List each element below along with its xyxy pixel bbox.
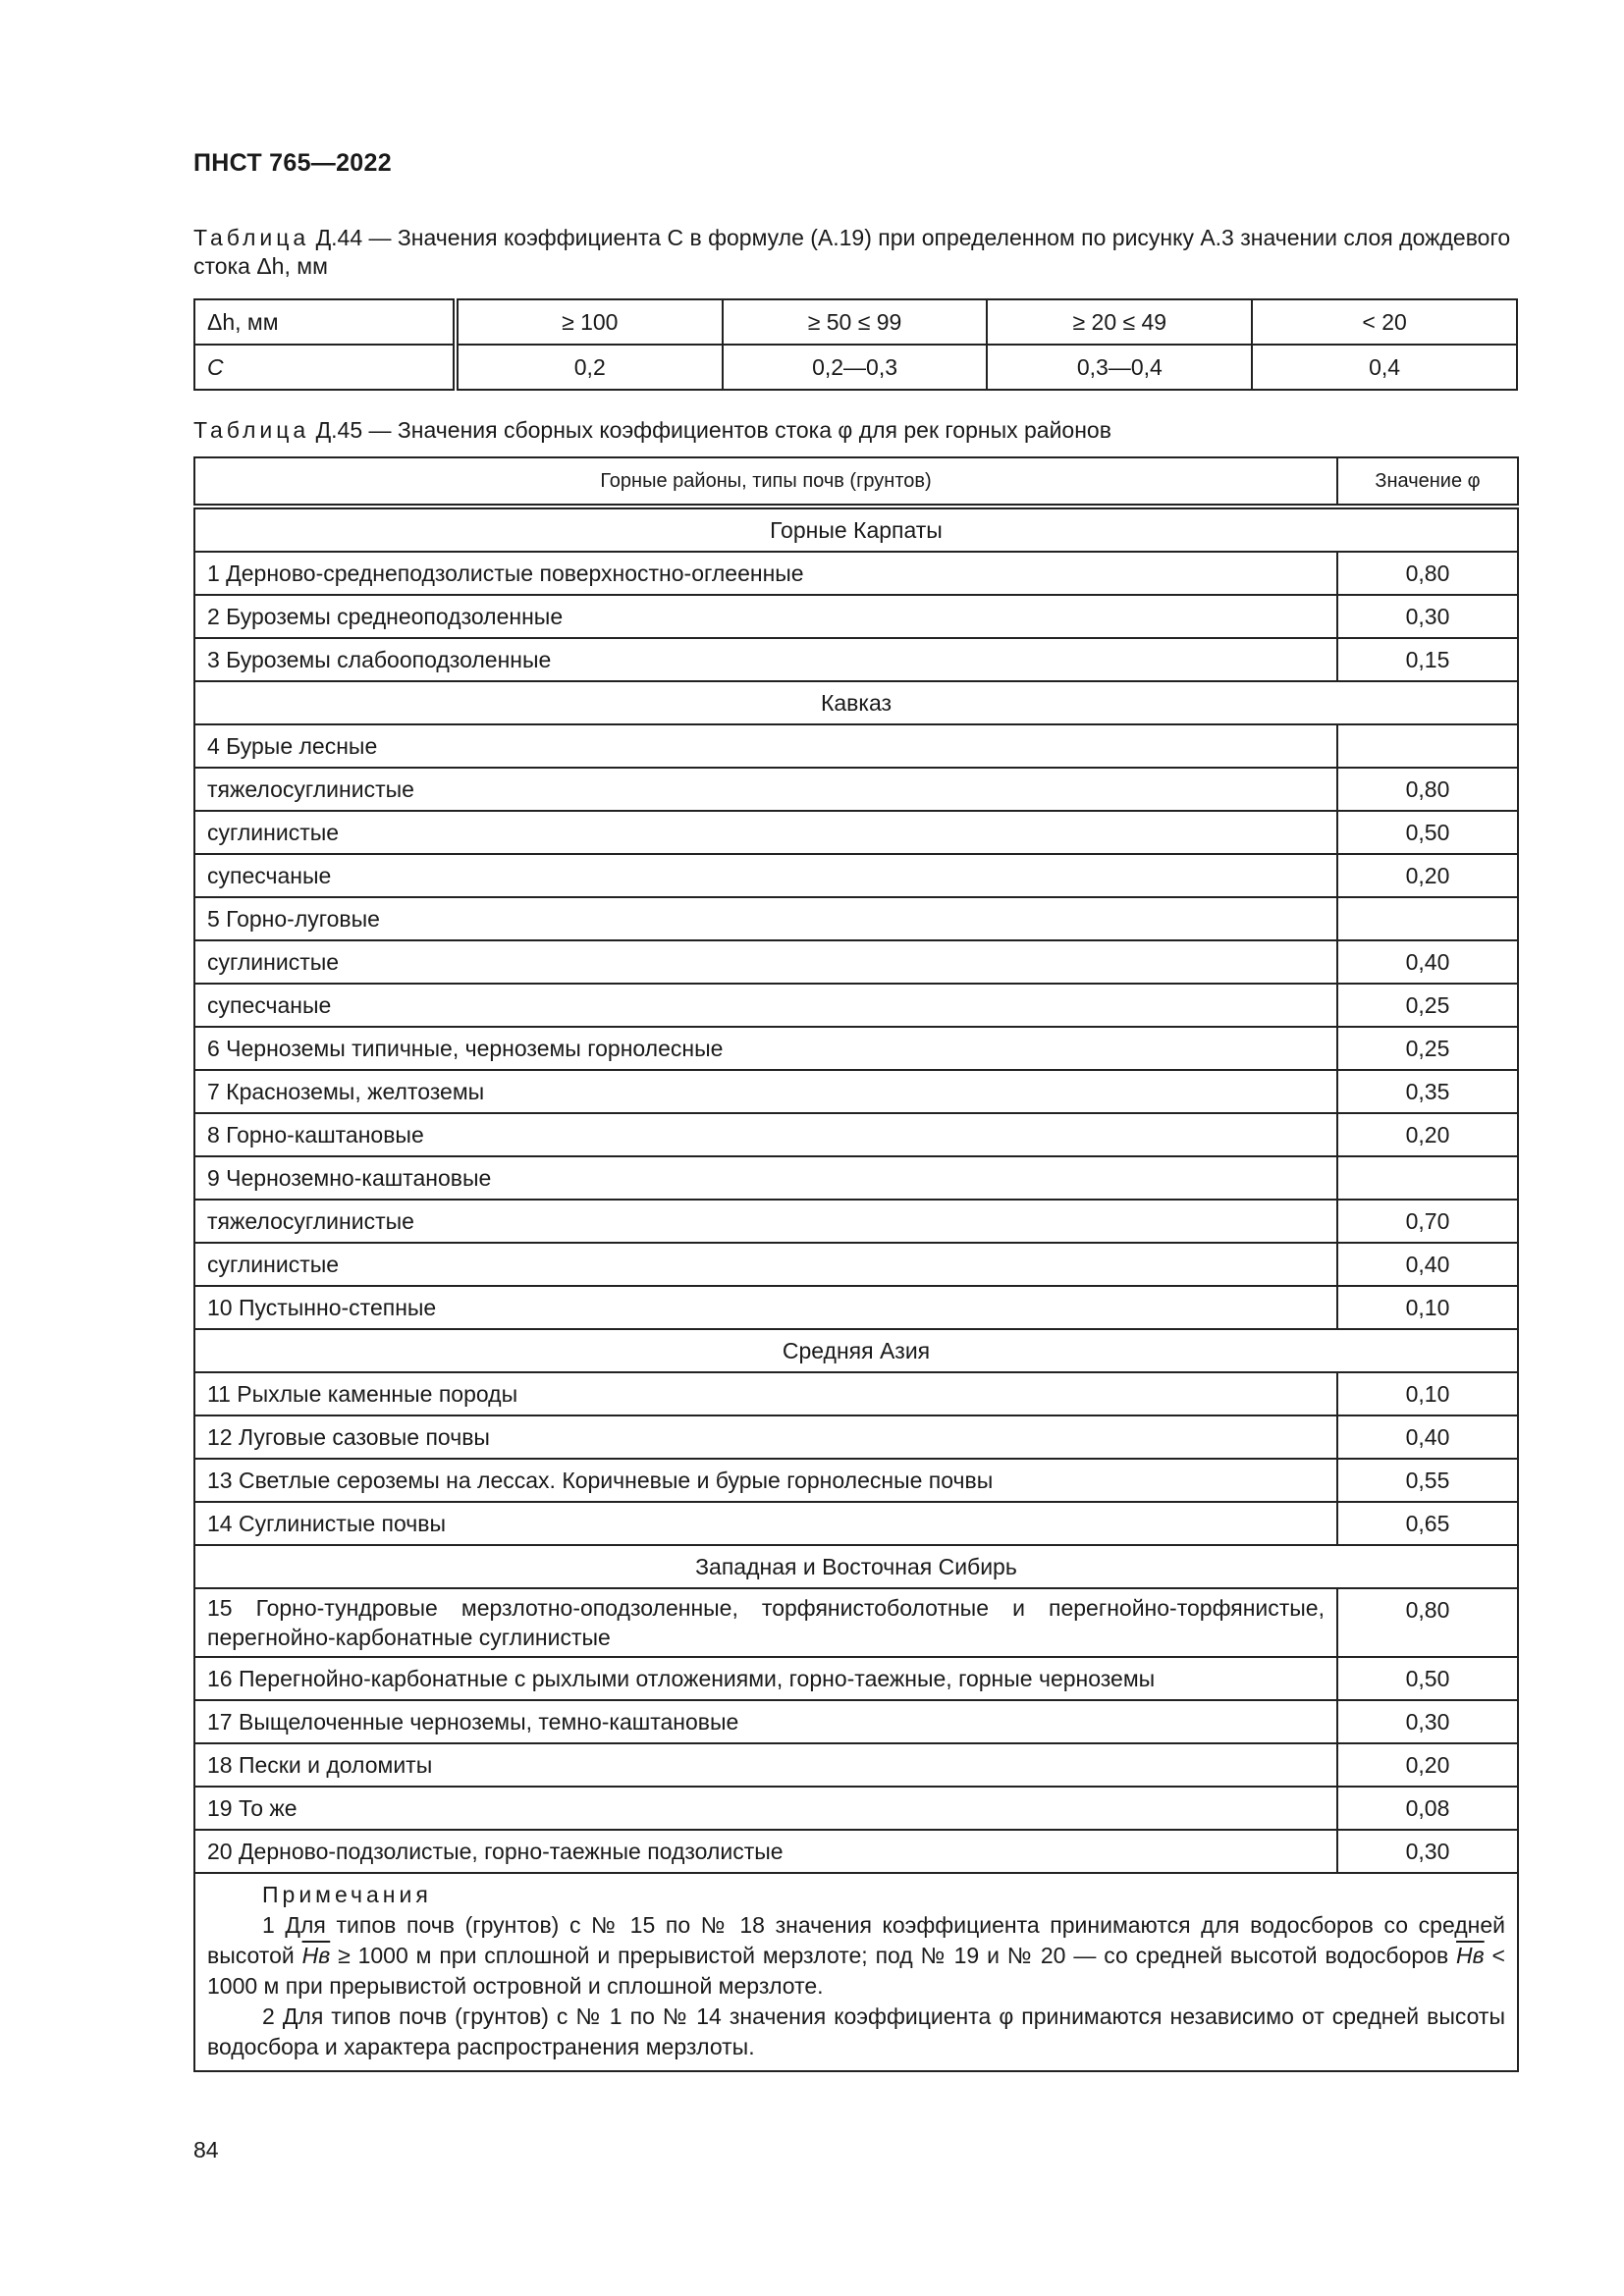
soil-type-cell: 5 Горно-луговые (194, 897, 1337, 940)
soil-type-cell: 17 Выщелоченные черноземы, темно-каштановые (194, 1700, 1337, 1743)
table45-caption-text: Д.45 — Значения сборных коэффициентов стока φ для рек горных районов (315, 417, 1111, 443)
section-title: Западная и Восточная Сибирь (194, 1545, 1518, 1588)
note-2: 2 Для типов почв (грунтов) с № 1 по № 14 значения коэффициента φ принимаются независимо от средней высоты водосбора и характера распространения мерзлоты. (207, 2003, 1505, 2059)
soil-type-cell: 16 Перегнойно-карбонатные с рыхлыми отложениями, горно-таежные, горные черноземы (194, 1657, 1337, 1700)
soil-type-cell: тяжелосуглинистые (194, 768, 1337, 811)
table44-cell: < 20 (1252, 299, 1517, 345)
table-row (194, 638, 1518, 681)
phi-value-cell: 0,15 (1337, 638, 1518, 681)
soil-type-cell: 2 Буроземы среднеоподзоленные (194, 595, 1337, 638)
section-title: Средняя Азия (194, 1329, 1518, 1372)
section-row (194, 1329, 1518, 1372)
section-row (194, 507, 1518, 552)
table-row (194, 1700, 1518, 1743)
phi-value-cell: 0,40 (1337, 1243, 1518, 1286)
soil-type-cell: 20 Дерново-подзолистые, горно-таежные подзолистые (194, 1830, 1337, 1873)
notes-cell (194, 1873, 1518, 2071)
notes-row (194, 1873, 1518, 2071)
table-row (194, 1459, 1518, 1502)
section-row (194, 1545, 1518, 1588)
phi-value-cell: 0,25 (1337, 984, 1518, 1027)
phi-value-cell: 0,65 (1337, 1502, 1518, 1545)
notes-heading: Примечания (262, 1882, 432, 1907)
phi-value-cell: 0,25 (1337, 1027, 1518, 1070)
table-d45 (193, 456, 1519, 2072)
phi-value-cell: 0,30 (1337, 595, 1518, 638)
phi-value-cell: 0,08 (1337, 1787, 1518, 1830)
soil-type-cell: 14 Суглинистые почвы (194, 1502, 1337, 1545)
phi-value-cell (1337, 724, 1518, 768)
note-1-text-c: < 1000 м при прерывистой островной и сплошной мерзлоте. (207, 1943, 1505, 1999)
table44-cell: 0,2—0,3 (723, 345, 988, 390)
phi-value-cell (1337, 897, 1518, 940)
table-row (194, 1372, 1518, 1415)
table-row (194, 1113, 1518, 1156)
phi-value-cell: 0,20 (1337, 854, 1518, 897)
soil-type-cell: суглинистые (194, 1243, 1337, 1286)
phi-value-cell: 0,70 (1337, 1200, 1518, 1243)
table-row (194, 940, 1518, 984)
table-row (194, 811, 1518, 854)
table-row (194, 1502, 1518, 1545)
table-row (194, 345, 1517, 390)
table44-cell: ≥ 20 ≤ 49 (987, 299, 1252, 345)
document-code: ПНСТ 765—2022 (193, 149, 392, 177)
table-header-row (194, 457, 1518, 507)
note-1 (207, 1910, 1505, 2002)
soil-type-cell: 1 Дерново-среднеподзолистые поверхностно-оглеенные (194, 552, 1337, 595)
soil-type-cell: 8 Горно-каштановые (194, 1113, 1337, 1156)
table-row (194, 1743, 1518, 1787)
phi-value-cell: 0,10 (1337, 1286, 1518, 1329)
soil-type-cell: 12 Луговые сазовые почвы (194, 1415, 1337, 1459)
table44-row1-label: Δh, мм (194, 299, 456, 345)
phi-value-cell: 0,55 (1337, 1459, 1518, 1502)
table-row (194, 1156, 1518, 1200)
phi-value-cell: 0,50 (1337, 811, 1518, 854)
table-row (194, 1200, 1518, 1243)
table-row (194, 1243, 1518, 1286)
table-row (194, 768, 1518, 811)
soil-type-cell: 3 Буроземы слабооподзоленные (194, 638, 1337, 681)
phi-value-cell: 0,20 (1337, 1743, 1518, 1787)
soil-type-cell: 13 Светлые сероземы на лессах. Коричневые и бурые горнолесные почвы (194, 1459, 1337, 1502)
soil-type-cell: 18 Пески и доломиты (194, 1743, 1337, 1787)
table44-caption (193, 224, 1519, 281)
soil-type-cell: 11 Рыхлые каменные породы (194, 1372, 1337, 1415)
phi-value-cell: 0,80 (1337, 1588, 1518, 1657)
table-row (194, 984, 1518, 1027)
soil-type-cell: суглинистые (194, 940, 1337, 984)
table44-cell: 0,3—0,4 (987, 345, 1252, 390)
table-row (194, 1415, 1518, 1459)
table44-cell: ≥ 50 ≤ 99 (723, 299, 988, 345)
table-d44 (193, 298, 1518, 391)
phi-value-cell: 0,35 (1337, 1070, 1518, 1113)
soil-type-cell: 6 Черноземы типичные, черноземы горнолесные (194, 1027, 1337, 1070)
phi-value-cell: 0,10 (1337, 1372, 1518, 1415)
soil-type-cell: супесчаные (194, 854, 1337, 897)
soil-type-cell: 9 Черноземно-каштановые (194, 1156, 1337, 1200)
table-row (194, 1588, 1518, 1657)
soil-type-cell: суглинистые (194, 811, 1337, 854)
table44-cell: 0,4 (1252, 345, 1517, 390)
table45-caption-label: Таблица (193, 417, 310, 443)
section-title: Кавказ (194, 681, 1518, 724)
section-title: Горные Карпаты (194, 507, 1518, 552)
table44-cell: ≥ 100 (456, 299, 723, 345)
table-row (194, 1027, 1518, 1070)
soil-type-cell: 4 Бурые лесные (194, 724, 1337, 768)
phi-value-cell (1337, 1156, 1518, 1200)
table-row (194, 854, 1518, 897)
phi-value-cell: 0,40 (1337, 940, 1518, 984)
mean-height-symbol: Hв (301, 1943, 331, 1968)
phi-value-cell: 0,50 (1337, 1657, 1518, 1700)
table-row (194, 1657, 1518, 1700)
table-row (194, 897, 1518, 940)
phi-value-cell: 0,80 (1337, 768, 1518, 811)
table45-caption (193, 416, 1519, 445)
note-1-text-a: 1 Для типов почв (грунтов) с № 15 по № 18 значения коэффициента принимаются для водосборов со средней высотой (207, 1912, 1505, 1968)
table44-caption-text: Д.44 — Значения коэффициента C в формуле (А.19) при определенном по рисунку А.3 значении слоя дождевого стока Δh, мм (193, 225, 1511, 279)
page-number: 84 (193, 2137, 219, 2163)
phi-value-cell: 0,30 (1337, 1700, 1518, 1743)
soil-type-cell: супесчаные (194, 984, 1337, 1027)
phi-value-cell: 0,30 (1337, 1830, 1518, 1873)
soil-type-cell: 10 Пустынно-степные (194, 1286, 1337, 1329)
table-row (194, 299, 1517, 345)
phi-value-cell: 0,20 (1337, 1113, 1518, 1156)
table-row (194, 1787, 1518, 1830)
table-row (194, 552, 1518, 595)
section-row (194, 681, 1518, 724)
phi-value-cell: 0,40 (1337, 1415, 1518, 1459)
column-header-soil-types: Горные районы, типы почв (грунтов) (194, 457, 1337, 507)
table-row (194, 1830, 1518, 1873)
table-row (194, 1070, 1518, 1113)
table44-caption-label: Таблица (193, 225, 310, 250)
table-row (194, 595, 1518, 638)
table-row (194, 724, 1518, 768)
phi-value-cell: 0,80 (1337, 552, 1518, 595)
mean-height-symbol: Hв (1456, 1943, 1485, 1968)
soil-type-cell: 15 Горно-тундровые мерзлотно-оподзоленные, торфянистоболотные и перегнойно-торфянистые, перегнойно-карбонатные суглинистые (194, 1588, 1337, 1657)
soil-type-cell: тяжелосуглинистые (194, 1200, 1337, 1243)
table44-row2-label: C (194, 345, 456, 390)
soil-type-cell: 7 Красноземы, желтоземы (194, 1070, 1337, 1113)
table-row (194, 1286, 1518, 1329)
table44-cell: 0,2 (456, 345, 723, 390)
soil-type-cell: 19 То же (194, 1787, 1337, 1830)
column-header-phi: Значение φ (1337, 457, 1518, 507)
note-1-text-b: ≥ 1000 м при сплошной и прерывистой мерзлоте; под № 19 и № 20 — со средней высотой водосборов (330, 1943, 1457, 1968)
